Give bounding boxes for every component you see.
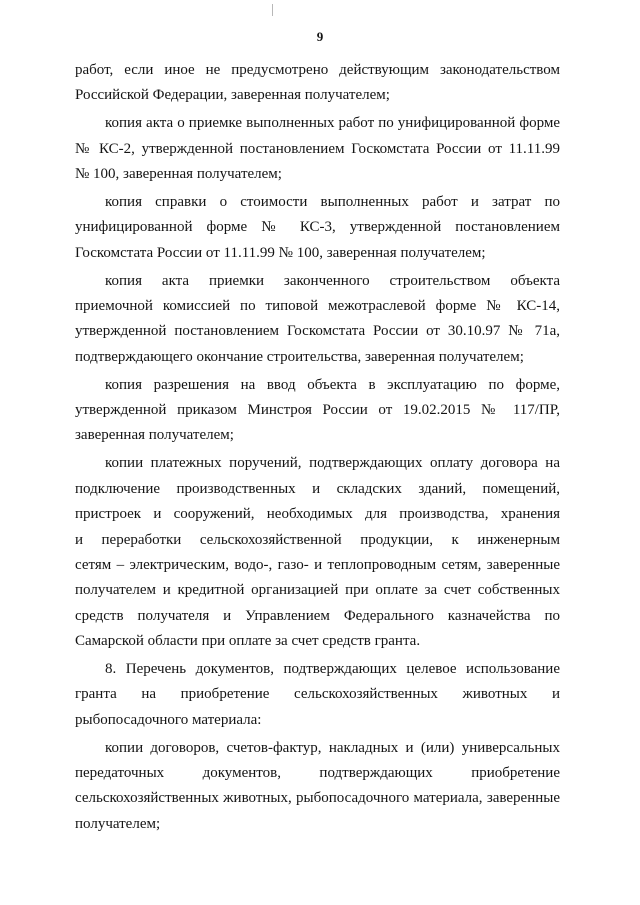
text-line: Госкомстата России от 11.11.99 № 100, заверенная получателем;	[75, 244, 486, 261]
paragraph	[75, 58, 560, 109]
page-number: 9	[316, 29, 324, 44]
paragraph	[75, 269, 560, 371]
text-line: утвержденной приказом Минстроя России от 19.02.2015 № 117/ПР,	[75, 402, 560, 419]
text-line: подключение производственных и складских зданий, помещений,	[75, 480, 560, 497]
text-line: получателем и кредитной организацией при оплате за счет собственных	[75, 582, 560, 599]
text-line: рыбопосадочного материала:	[75, 711, 262, 728]
text-line: унифицированной форме № КС-3, утвержденной постановлением	[75, 219, 560, 236]
text-line: сетям – электрическим, водо-, газо- и теплопроводным сетям, заверенные	[75, 556, 560, 573]
document-body	[75, 58, 560, 837]
text-line: копия акта о приемке выполненных работ по унифицированной форме	[105, 115, 560, 132]
text-line: № КС-2, утвержденной постановлением Госкомстата России от 11.11.99	[75, 140, 560, 157]
paragraph	[75, 451, 560, 654]
text-line: приемочной комиссией по типовой межотраслевой форме № КС-14,	[75, 298, 560, 315]
scan-artifact-mark	[272, 4, 273, 16]
text-line: Самарской области при оплате за счет средств гранта.	[75, 633, 421, 650]
text-line: копия акта приемки законченного строительством объекта	[105, 272, 560, 289]
text-line: работ, если иное не предусмотрено действующим законодательством	[75, 62, 560, 78]
paragraph	[75, 657, 560, 733]
text-line: Российской Федерации, заверенная получателем;	[75, 87, 390, 104]
paragraph	[75, 736, 560, 838]
text-line: сельскохозяйственных животных, рыбопосадочного материала, заверенные	[75, 790, 560, 807]
text-line: копия справки о стоимости выполненных работ и затрат по	[105, 193, 560, 210]
text-line: подтверждающего окончание строительства, заверенная получателем;	[75, 348, 524, 365]
text-line: копия разрешения на ввод объекта в эксплуатацию по форме,	[105, 376, 560, 393]
text-line: и переработки сельскохозяйственной продукции, к инженерным	[75, 531, 560, 548]
paragraph	[75, 111, 560, 187]
paragraph	[75, 190, 560, 266]
text-line: гранта на приобретение сельскохозяйственных животных и	[75, 686, 560, 703]
text-line: утвержденной постановлением Госкомстата России от 30.10.97 № 71а,	[75, 323, 560, 340]
text-line: копии договоров, счетов-фактур, накладных и (или) универсальных	[105, 739, 560, 756]
text-line: средств получателя и Управлением Федерального казначейства по	[75, 607, 560, 624]
text-line: пристроек и сооружений, необходимых для производства, хранения	[75, 506, 560, 523]
text-line: № 100, заверенная получателем;	[75, 166, 282, 183]
text-line: передаточных документов, подтверждающих приобретение	[75, 765, 560, 782]
paragraph	[75, 373, 560, 449]
text-line: 8. Перечень документов, подтверждающих целевое использование	[105, 660, 560, 677]
text-line: получателем;	[75, 815, 161, 832]
text-line: заверенная получателем;	[75, 427, 234, 444]
text-line: копии платежных поручений, подтверждающих оплату договора на	[105, 455, 560, 472]
